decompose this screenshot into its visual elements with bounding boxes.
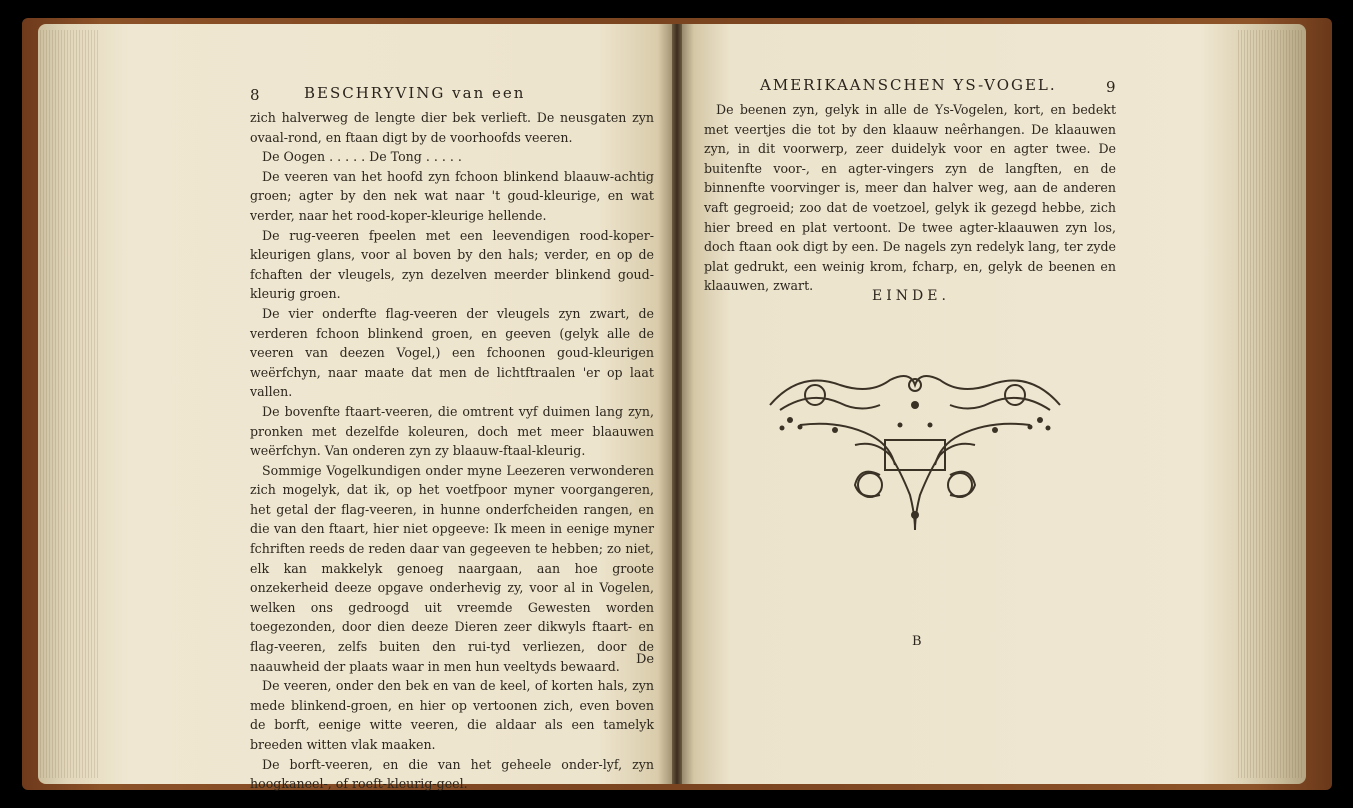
left-paragraph: De bovenfte ftaart-veeren, die omtrent vyf duimen lang zyn, pronken met dezelfde koleuren, doch met meer blaauwen weërfchyn. Van onderen zyn zy blaauw-ftaal-kleurig.	[250, 403, 654, 459]
right-running-head: AMERIKAANSCHEN YS-VOGEL.	[760, 76, 1057, 94]
signature-mark: B	[912, 634, 922, 649]
right-page-number: 9	[1106, 78, 1116, 96]
left-paragraph: De borft-veeren, en die van het geheele onder-lyf, zyn hoogkaneel-, of roeft-kleurig-geel.	[250, 756, 654, 792]
left-running-head: BESCHRYVING van een	[304, 84, 526, 102]
left-paragraph: De Oogen . . . . . De Tong . . . . .	[262, 149, 462, 165]
einde-heading: EINDE.	[872, 288, 950, 304]
left-page-edges	[40, 30, 100, 778]
right-page-edges	[1238, 30, 1302, 778]
left-catchword: De	[636, 652, 655, 667]
right-paragraph: De beenen zyn, gelyk in alle de Ys-Vogelen, kort, en bedekt met veertjes die tot by den klaauw neêrhangen. De klaauwen zyn, in dit voorwerp, zeer duidelyk voor en agter twee. De buitenfte voor-, en agter-vingers zyn de langften, en de binnenfte voorvinger is, meer dan halver weg, aan de anderen vaft gegroeid; zoo dat de voetzoel, gelyk ik gezegd hebbe, zich hier breed en plat vertoont. De twee agter-klaauwen zyn los, doch ftaan ook digt by een. De nagels zyn redelyk lang, ter zyde plat gedrukt, een weinig krom, fcharp, en, gelyk de beenen en klaauwen, zwart.	[704, 102, 1116, 294]
left-paragraph: De vier onderfte flag-veeren der vleugels zyn zwart, de verderen fchoon blinkend groen, en geeven (gelyk alle de veeren van deezen Vogel,) een fchoonen goud-kleurigen weërfchyn, naar maate dat men de lichtftraalen 'er op laat vallen.	[250, 305, 654, 400]
left-page-number: 8	[250, 86, 260, 104]
left-paragraph: De rug-veeren fpeelen met een leevendigen rood-koper-kleurigen glans, voor al boven by den hals; verder, en op de fchaften der vleugels, zyn dezelven meerder blinkend goud-kleurig groen.	[250, 227, 654, 302]
right-text-block	[704, 100, 1116, 296]
left-paragraph: zich halverweg de lengte dier bek verlieft. De neusgaten zyn ovaal-rond, en ftaan digt by de voorhoofds veeren.	[250, 110, 654, 145]
left-paragraph: Sommige Vogelkundigen onder myne Leezeren verwonderen zich mogelyk, dat ik, op het voetfpoor myner voorgangeren, het getal der flag-veeren, in hunne onderfcheiden rangen, en die van den ftaart, hier niet opgeeve: Ik meen in eenige myner fchriften reeds de reden daar van gegeeven te hebben; zo niet, elk kan makkelyk genoeg naargaan, aan hoe groote onzekerheid deeze opgave onderhevig zy, voor al in Vogelen, welken ons gedroogd uit vreemde Gewesten worden toegezonden, door dien deeze Dieren zeer dikwyls ftaart- en flag-veeren, zelfs buiten den rui-tyd verliezen, door de naauwheid der plaats waar in men hun veeltyds bewaard.	[250, 462, 654, 674]
left-text-block	[250, 108, 654, 794]
book-gutter	[672, 24, 682, 784]
ornament-icon	[760, 365, 1070, 535]
left-paragraph: De veeren van het hoofd zyn fchoon blinkend blaauw-achtig groen; agter by den nek wat naar 't goud-kleurige, en wat verder, naar het rood-koper-kleurige hellende.	[250, 168, 654, 223]
left-paragraph: De veeren, onder den bek en van de keel, of korten hals, zyn mede blinkend-groen, en hier op vertoonen zich, even boven de borft, eenige witte veeren, die aldaar als een tamelyk breeden witten vlak maaken.	[250, 678, 654, 752]
